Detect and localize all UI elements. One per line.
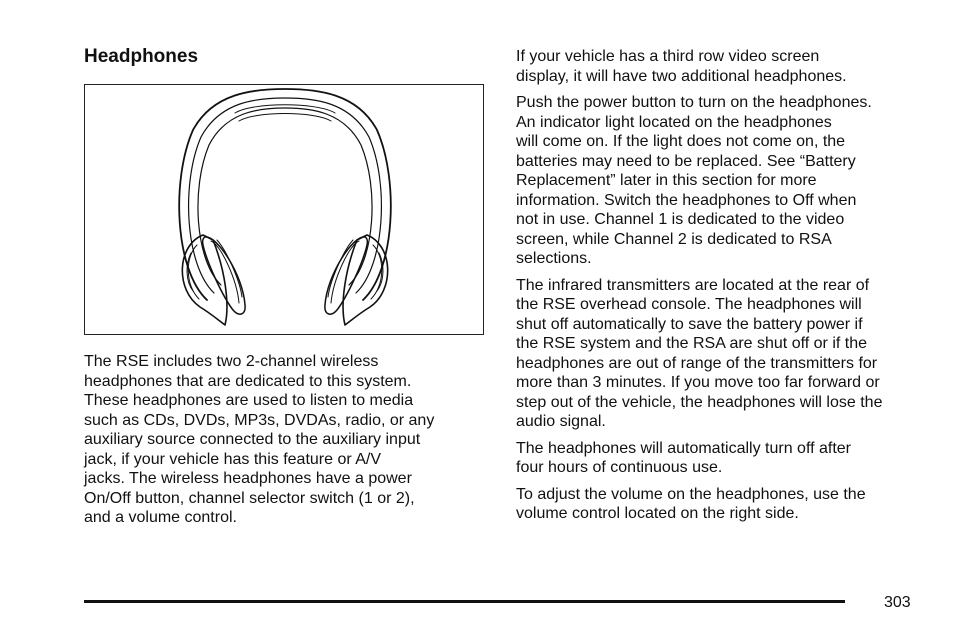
right-column xyxy=(516,47,931,531)
headphones-illustration-icon xyxy=(85,85,485,336)
intro-paragraph: The RSE includes two 2-channel wireless headphones that are dedicated to this system. These headphones are used to listen to media such as CDs, DVDs, MP3s, DVDAs, radio, or any auxiliary source connected to the auxiliary input jack, if your vehicle has this feature or A/V jacks. The wireless headphones have a power On/Off button, channel selector switch (1 or 2), and a volume control. xyxy=(84,353,435,526)
power-button-paragraph: Push the power button to turn on the headphones. An indicator light located on the headphones will come on. If the light does not come on, the batteries may need to be replaced. See “Battery Replacement” later in this section for more information. Switch the headphones to Off when not in use. Channel 1 is dedicated to the video screen, while Channel 2 is dedicated to RSA selections. xyxy=(516,94,872,267)
infrared-transmitters-paragraph: The infrared transmitters are located at the rear of the RSE overhead console. The headphones will shut off automatically to save the battery power if the RSE system and the RSA are shut off or if the headphones are out of range of the transmitters for more than 3 minutes. If you move too far forward or step out of the vehicle, the headphones will lose the audio signal. xyxy=(516,276,883,430)
headphones-figure xyxy=(84,84,484,335)
volume-paragraph: To adjust the volume on the headphones, use the volume control located on the right side. xyxy=(516,485,866,522)
section-title: Headphones xyxy=(84,46,199,67)
page-number: 303 xyxy=(884,594,911,611)
footer-rule xyxy=(84,600,845,603)
third-row-paragraph: If your vehicle has a third row video screen display, it will have two additional headphones. xyxy=(516,48,847,85)
auto-off-paragraph: The headphones will automatically turn off after four hours of continuous use. xyxy=(516,439,852,476)
